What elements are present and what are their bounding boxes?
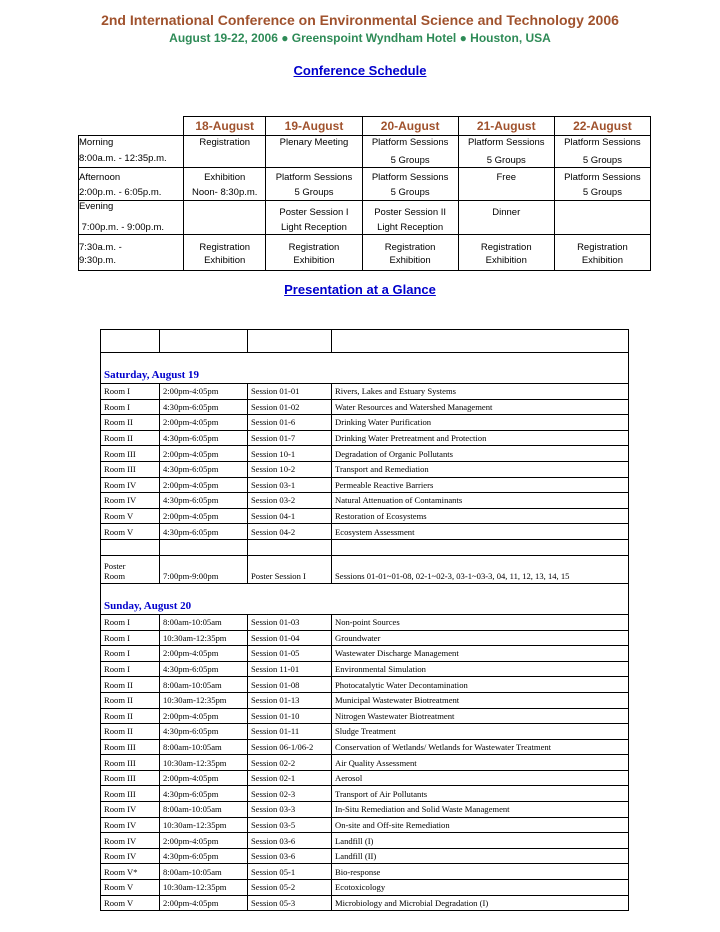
- session-time: 2:00pm-4:05pm: [160, 646, 248, 662]
- empty-cell: [101, 330, 160, 353]
- schedule-row-afternoon-2: [79, 184, 651, 200]
- session-time: 2:00pm-4:05pm: [160, 415, 248, 431]
- session-topic: Permeable Reactive Barriers: [332, 477, 629, 493]
- session-topic: Landfill (II): [332, 848, 629, 864]
- session-time: 4:30pm-6:05pm: [160, 848, 248, 864]
- session-row: [101, 724, 629, 740]
- conference-schedule-heading: Conference Schedule: [293, 63, 427, 78]
- session-session: Session 01-13: [248, 692, 332, 708]
- session-room: Room II: [101, 692, 160, 708]
- empty-cell: [248, 330, 332, 353]
- session-topic: Drinking Water Purification: [332, 415, 629, 431]
- session-room: Room V: [101, 508, 160, 524]
- session-topic: Municipal Wastewater Biotreatment: [332, 692, 629, 708]
- session-time: 8:00am-10:05am: [160, 802, 248, 818]
- session-row: [101, 446, 629, 462]
- session-session: Session 01-03: [248, 614, 332, 630]
- session-row: [101, 692, 629, 708]
- schedule-cell: Poster Session II: [362, 200, 458, 219]
- session-session: Session 01-05: [248, 646, 332, 662]
- schedule-cell: Light Reception: [266, 219, 362, 235]
- schedule-cell: Exhibition: [184, 254, 266, 270]
- schedule-corner-cell: [79, 117, 184, 136]
- session-topic: Photocatalytic Water Decontamination: [332, 677, 629, 693]
- session-topic: Sessions 01-01~01-08, 02-1~02-3, 03-1~03-3, 04, 11, 12, 13, 14, 15: [332, 555, 629, 583]
- schedule-row-evening: [79, 200, 651, 219]
- session-room: [101, 555, 160, 583]
- schedule-cell: 5 Groups: [554, 152, 650, 168]
- session-room: Room III: [101, 446, 160, 462]
- session-topic: Transport of Air Pollutants: [332, 786, 629, 802]
- row-time: 7:00p.m. - 9:00p.m.: [79, 219, 184, 235]
- session-time: 4:30pm-6:05pm: [160, 493, 248, 509]
- session-time: 4:30pm-6:05pm: [160, 524, 248, 540]
- schedule-cell: Platform Sessions: [554, 168, 650, 185]
- day-header: 20-August: [362, 117, 458, 136]
- session-room: Room I: [101, 646, 160, 662]
- schedule-cell: [554, 200, 650, 219]
- schedule-cell: [458, 219, 554, 235]
- session-topic: Ecotoxicology: [332, 880, 629, 896]
- schedule-cell: Platform Sessions: [458, 136, 554, 152]
- session-row: [101, 661, 629, 677]
- schedule-cell: [184, 219, 266, 235]
- session-session: Session 01-02: [248, 399, 332, 415]
- session-row: [101, 508, 629, 524]
- session-time: 8:00am-10:05am: [160, 677, 248, 693]
- day-header: 21-August: [458, 117, 554, 136]
- schedule-cell: Plenary Meeting: [266, 136, 362, 152]
- session-row: [101, 895, 629, 911]
- poster-session-row: [101, 555, 629, 583]
- session-time: 2:00pm-4:05pm: [160, 508, 248, 524]
- session-time: 2:00pm-4:05pm: [160, 477, 248, 493]
- session-time: 4:30pm-6:05pm: [160, 786, 248, 802]
- session-room: Room II: [101, 708, 160, 724]
- session-time: 2:00pm-4:05pm: [160, 833, 248, 849]
- session-topic: Microbiology and Microbial Degradation (I): [332, 895, 629, 911]
- session-room: Room V: [101, 524, 160, 540]
- row-time: 2:00p.m. - 6:05p.m.: [79, 184, 184, 200]
- schedule-cell: 5 Groups: [266, 184, 362, 200]
- session-row: [101, 461, 629, 477]
- session-room: Room III: [101, 461, 160, 477]
- day-heading-row: [101, 583, 629, 614]
- session-session: Session 05-1: [248, 864, 332, 880]
- row-label: Afternoon: [79, 168, 184, 185]
- schedule-cell: Dinner: [458, 200, 554, 219]
- session-topic: Sludge Treatment: [332, 724, 629, 740]
- session-room: Room I: [101, 630, 160, 646]
- session-session: Poster Session I: [248, 555, 332, 583]
- session-session: Session 01-01: [248, 384, 332, 400]
- schedule-cell: Registration: [554, 235, 650, 255]
- day-heading-saturday: Saturday, August 19: [101, 353, 629, 384]
- session-row: [101, 384, 629, 400]
- schedule-cell: [184, 152, 266, 168]
- schedule-cell: Poster Session I: [266, 200, 362, 219]
- session-row: [101, 786, 629, 802]
- conference-subtitle: August 19-22, 2006 ● Greenspoint Wyndham Hotel ● Houston, USA: [169, 31, 551, 45]
- empty-cell: [332, 539, 629, 555]
- session-row: [101, 739, 629, 755]
- schedule-cell: Registration: [362, 235, 458, 255]
- session-topic: Aerosol: [332, 770, 629, 786]
- session-topic: Nitrogen Wastewater Biotreatment: [332, 708, 629, 724]
- empty-cell: [160, 539, 248, 555]
- schedule-cell: Platform Sessions: [554, 136, 650, 152]
- session-row: [101, 864, 629, 880]
- session-session: Session 01-10: [248, 708, 332, 724]
- session-room: Room II: [101, 724, 160, 740]
- schedule-cell: [266, 152, 362, 168]
- poster-room-line2: Room: [104, 570, 126, 581]
- schedule-cell: [458, 184, 554, 200]
- session-topic: Restoration of Ecosystems: [332, 508, 629, 524]
- session-session: Session 03-2: [248, 493, 332, 509]
- session-room: Room II: [101, 677, 160, 693]
- session-topic: Natural Attenuation of Contaminants: [332, 493, 629, 509]
- session-time: 2:00pm-4:05pm: [160, 446, 248, 462]
- session-row: [101, 614, 629, 630]
- schedule-cell: Registration: [458, 235, 554, 255]
- session-room: Room III: [101, 786, 160, 802]
- schedule-cell: [554, 219, 650, 235]
- session-time: 8:00am-10:05am: [160, 739, 248, 755]
- schedule-cell: Exhibition: [554, 254, 650, 270]
- session-session: Session 04-2: [248, 524, 332, 540]
- session-room: Room IV: [101, 493, 160, 509]
- day-heading-sunday: Sunday, August 20: [101, 583, 629, 614]
- session-session: Session 03-6: [248, 848, 332, 864]
- schedule-cell: Noon- 8:30p.m.: [184, 184, 266, 200]
- session-room: Room III: [101, 770, 160, 786]
- schedule-cell: Light Reception: [362, 219, 458, 235]
- schedule-row-other-2: [79, 254, 651, 270]
- session-row: [101, 399, 629, 415]
- session-time: 7:00pm-9:00pm: [160, 555, 248, 583]
- session-row: [101, 770, 629, 786]
- schedule-cell: Platform Sessions: [266, 168, 362, 185]
- schedule-cell: Registration: [266, 235, 362, 255]
- session-topic: Non-point Sources: [332, 614, 629, 630]
- session-topic: Degradation of Organic Pollutants: [332, 446, 629, 462]
- session-row: [101, 708, 629, 724]
- schedule-cell: 5 Groups: [362, 184, 458, 200]
- session-session: Session 04-1: [248, 508, 332, 524]
- session-session: Session 05-3: [248, 895, 332, 911]
- session-topic: Environmental Simulation: [332, 661, 629, 677]
- schedule-row-morning-2: [79, 152, 651, 168]
- session-session: Session 03-1: [248, 477, 332, 493]
- presentation-table: [100, 329, 629, 911]
- session-session: Session 02-2: [248, 755, 332, 771]
- schedule-cell: Registration: [184, 235, 266, 255]
- session-session: Session 03-5: [248, 817, 332, 833]
- session-time: 10:30am-12:35pm: [160, 755, 248, 771]
- session-row: [101, 415, 629, 431]
- session-room: Room IV: [101, 817, 160, 833]
- session-topic: Wastewater Discharge Management: [332, 646, 629, 662]
- conference-title: 2nd International Conference on Environmental Science and Technology 2006: [101, 12, 619, 28]
- session-time: 10:30am-12:35pm: [160, 630, 248, 646]
- schedule-cell: Registration: [184, 136, 266, 152]
- empty-cell: [248, 539, 332, 555]
- row-time: 9:30p.m.: [79, 254, 184, 270]
- session-session: Session 01-6: [248, 415, 332, 431]
- session-room: Room V*: [101, 864, 160, 880]
- session-room: Room IV: [101, 802, 160, 818]
- presentation-at-a-glance-heading: Presentation at a Glance: [284, 282, 436, 297]
- session-session: Session 02-1: [248, 770, 332, 786]
- session-row: [101, 755, 629, 771]
- row-label: 7:30a.m. -: [79, 235, 184, 255]
- session-topic: Transport and Remediation: [332, 461, 629, 477]
- session-topic: Groundwater: [332, 630, 629, 646]
- session-time: 10:30am-12:35pm: [160, 880, 248, 896]
- day-heading-row: [101, 353, 629, 384]
- session-time: 10:30am-12:35pm: [160, 692, 248, 708]
- session-row: [101, 646, 629, 662]
- session-topic: Ecosystem Assessment: [332, 524, 629, 540]
- session-topic: On-site and Off-site Remediation: [332, 817, 629, 833]
- schedule-row-afternoon: [79, 168, 651, 185]
- session-session: Session 10-2: [248, 461, 332, 477]
- session-session: Session 03-6: [248, 833, 332, 849]
- session-row: [101, 630, 629, 646]
- session-room: Room IV: [101, 477, 160, 493]
- session-topic: Drinking Water Pretreatment and Protection: [332, 430, 629, 446]
- session-row: [101, 524, 629, 540]
- session-session: Session 10-1: [248, 446, 332, 462]
- session-session: Session 01-7: [248, 430, 332, 446]
- session-time: 2:00pm-4:05pm: [160, 708, 248, 724]
- schedule-cell: 5 Groups: [554, 184, 650, 200]
- session-room: Room V: [101, 880, 160, 896]
- session-room: Room I: [101, 661, 160, 677]
- schedule-cell: Platform Sessions: [362, 168, 458, 185]
- session-session: Session 01-11: [248, 724, 332, 740]
- session-session: Session 05-2: [248, 880, 332, 896]
- session-topic: Landfill (I): [332, 833, 629, 849]
- schedule-row-evening-2: [79, 219, 651, 235]
- session-time: 10:30am-12:35pm: [160, 817, 248, 833]
- schedule-cell: Platform Sessions: [362, 136, 458, 152]
- session-time: 4:30pm-6:05pm: [160, 399, 248, 415]
- session-topic: Water Resources and Watershed Management: [332, 399, 629, 415]
- schedule-cell: Exhibition: [458, 254, 554, 270]
- session-row: [101, 493, 629, 509]
- session-session: Session 11-01: [248, 661, 332, 677]
- schedule-cell: 5 Groups: [362, 152, 458, 168]
- schedule-row-other: [79, 235, 651, 255]
- session-session: Session 03-3: [248, 802, 332, 818]
- session-room: Room IV: [101, 848, 160, 864]
- day-header: 19-August: [266, 117, 362, 136]
- session-row: [101, 817, 629, 833]
- session-row: [101, 677, 629, 693]
- session-time: 2:00pm-4:05pm: [160, 895, 248, 911]
- session-row: [101, 430, 629, 446]
- session-session: Session 01-08: [248, 677, 332, 693]
- session-time: 2:00pm-4:05pm: [160, 384, 248, 400]
- day-header: 22-August: [554, 117, 650, 136]
- poster-room-line1: Poster: [104, 560, 126, 571]
- schedule-cell: Exhibition: [266, 254, 362, 270]
- row-label: Evening: [79, 200, 184, 219]
- session-row: [101, 880, 629, 896]
- spacer-row: [101, 539, 629, 555]
- session-row: [101, 848, 629, 864]
- session-topic: Bio-response: [332, 864, 629, 880]
- session-time: 2:00pm-4:05pm: [160, 770, 248, 786]
- session-time: 4:30pm-6:05pm: [160, 430, 248, 446]
- session-room: Room I: [101, 384, 160, 400]
- schedule-cell: [184, 200, 266, 219]
- session-room: Room IV: [101, 833, 160, 849]
- schedule-cell: Exhibition: [184, 168, 266, 185]
- session-room: Room II: [101, 430, 160, 446]
- session-room: Room I: [101, 399, 160, 415]
- session-room: Room V: [101, 895, 160, 911]
- conference-schedule-table: [78, 116, 651, 271]
- session-room: Room III: [101, 739, 160, 755]
- row-label: Morning: [79, 136, 184, 152]
- session-time: 8:00am-10:05am: [160, 864, 248, 880]
- empty-cell: [332, 330, 629, 353]
- session-time: 4:30pm-6:05pm: [160, 461, 248, 477]
- session-row: [101, 833, 629, 849]
- spacer-row: [101, 330, 629, 353]
- row-time: 8:00a.m. - 12:35p.m.: [79, 152, 184, 168]
- session-topic: Rivers, Lakes and Estuary Systems: [332, 384, 629, 400]
- session-room: Room III: [101, 755, 160, 771]
- session-session: Session 02-3: [248, 786, 332, 802]
- schedule-header-row: [79, 117, 651, 136]
- session-session: Session 06-1/06-2: [248, 739, 332, 755]
- session-topic: In-Situ Remediation and Solid Waste Management: [332, 802, 629, 818]
- empty-cell: [101, 539, 160, 555]
- session-row: [101, 477, 629, 493]
- schedule-cell: Free: [458, 168, 554, 185]
- session-topic: Conservation of Wetlands/ Wetlands for Wastewater Treatment: [332, 739, 629, 755]
- session-time: 4:30pm-6:05pm: [160, 661, 248, 677]
- schedule-cell: 5 Groups: [458, 152, 554, 168]
- empty-cell: [160, 330, 248, 353]
- session-row: [101, 802, 629, 818]
- session-session: Session 01-04: [248, 630, 332, 646]
- session-topic: Air Quality Assessment: [332, 755, 629, 771]
- schedule-row-morning: [79, 136, 651, 152]
- session-room: Room II: [101, 415, 160, 431]
- day-header: 18-August: [184, 117, 266, 136]
- session-time: 8:00am-10:05am: [160, 614, 248, 630]
- schedule-cell: Exhibition: [362, 254, 458, 270]
- session-room: Room I: [101, 614, 160, 630]
- session-time: 4:30pm-6:05pm: [160, 724, 248, 740]
